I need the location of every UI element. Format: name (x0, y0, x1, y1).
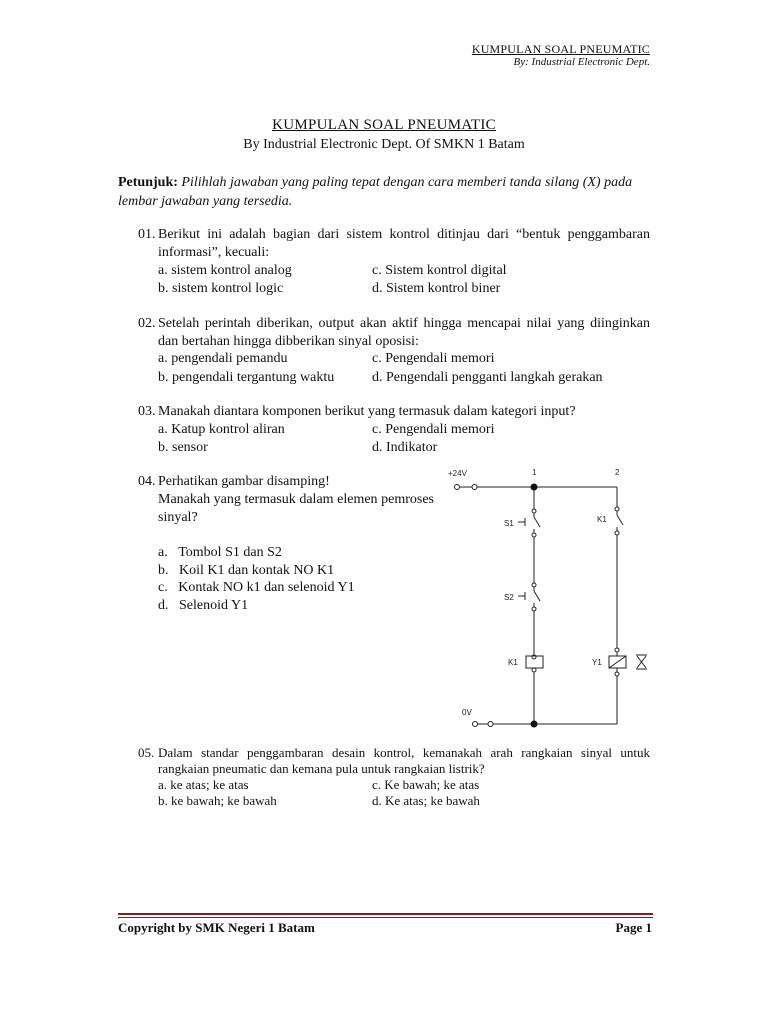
footer-copyright: Copyright by SMK Negeri 1 Batam (118, 920, 315, 935)
label-s1: S1 (504, 519, 514, 528)
footer-rule (118, 913, 653, 915)
option-a: a. Tombol S1 dan S2 (158, 545, 282, 560)
option-c: c. Sistem kontrol digital (372, 263, 507, 278)
option-a: a. ke atas; ke atas (158, 777, 249, 792)
circuit-diagram (440, 462, 656, 734)
question-text: Dalam standar penggambaran desain kontrol, kemanakah arah rangkaian sinyal untuk rangkaian pneumatic dan kemana pula untuk rangkaian listrik? (158, 745, 650, 776)
page-number: Page 1 (615, 920, 652, 935)
question-03 (118, 403, 650, 459)
document-subtitle: By Industrial Electronic Dept. Of SMKN 1 Batam (243, 137, 525, 152)
question-number: 03. (138, 404, 156, 419)
question-number: 04. (138, 474, 156, 489)
question-text: Berikut ini adalah bagian dari sistem kontrol ditinjau dari “bentuk penggambaran informasi”, kecuali: (158, 227, 650, 260)
question-04 (118, 473, 438, 623)
question-01 (118, 226, 650, 298)
option-c: c. Kontak NO k1 dan selenoid Y1 (158, 580, 355, 595)
option-c: c. Pengendali memori (372, 422, 495, 437)
header-subtitle: By: Industrial Electronic Dept. (513, 56, 650, 68)
option-d: d. Sistem kontrol biner (372, 281, 501, 296)
header-title: KUMPULAN SOAL PNEUMATIC (471, 42, 650, 56)
k1-coil (526, 656, 543, 668)
label-y1: Y1 (592, 658, 602, 667)
instruction-text: Pilihlah jawaban yang paling tepat dengan cara memberi tanda silang (X) pada lembar jawaban yang tersedia. (118, 175, 633, 209)
terminal-24v (455, 485, 460, 490)
question-02 (118, 315, 650, 387)
option-c: c. Pengendali memori (372, 351, 495, 366)
label-0v: 0V (462, 708, 472, 717)
label-k1-contact: K1 (597, 515, 607, 524)
option-d: d. Selenoid Y1 (158, 598, 249, 613)
question-number: 01. (138, 227, 156, 242)
option-b: b. pengendali tergantung waktu (158, 370, 335, 385)
question-text-line2: Manakah yang termasuk dalam elemen pemroses sinyal? (158, 492, 434, 525)
question-05 (118, 745, 650, 809)
option-a: a. sistem kontrol analog (158, 263, 292, 278)
option-d: d. Indikator (372, 440, 438, 455)
option-b: b. sistem kontrol logic (158, 281, 284, 296)
question-number: 05. (138, 745, 155, 760)
instruction (118, 173, 650, 211)
terminal-0v (473, 722, 478, 727)
option-a: a. Katup kontrol aliran (158, 422, 285, 437)
document-title: KUMPULAN SOAL PNEUMATIC (272, 117, 496, 133)
option-b: b. Koil K1 dan kontak NO K1 (158, 563, 335, 578)
question-number: 02. (138, 316, 156, 331)
label-column-1: 1 (532, 468, 537, 477)
option-b: b. sensor (158, 440, 208, 455)
k1-contact (617, 515, 623, 525)
footer-rule-thin (118, 917, 653, 918)
option-a: a. pengendali pemandu (158, 351, 288, 366)
option-d: d. Pengendali pengganti langkah gerakan (372, 370, 603, 385)
question-text-line1: Perhatikan gambar disamping! (158, 474, 330, 489)
instruction-label: Petunjuk: (118, 175, 178, 190)
label-k1-coil: K1 (508, 658, 518, 667)
question-text: Setelah perintah diberikan, output akan aktif hingga mencapai nilai yang diinginkan dan bertahan hingga dibberikan sinyal oposisi: (158, 316, 650, 349)
question-text: Manakah diantara komponen berikut yang termasuk dalam kategori input? (158, 404, 576, 419)
label-24v: +24V (448, 469, 467, 478)
option-b: b. ke bawah; ke bawah (158, 793, 277, 808)
option-c: c. Ke bawah; ke atas (372, 777, 480, 792)
s1-contact (534, 517, 540, 527)
s2-contact (534, 591, 540, 601)
label-column-2: 2 (615, 468, 620, 477)
label-s2: S2 (504, 593, 514, 602)
option-d: d. Ke atas; ke bawah (372, 793, 480, 808)
